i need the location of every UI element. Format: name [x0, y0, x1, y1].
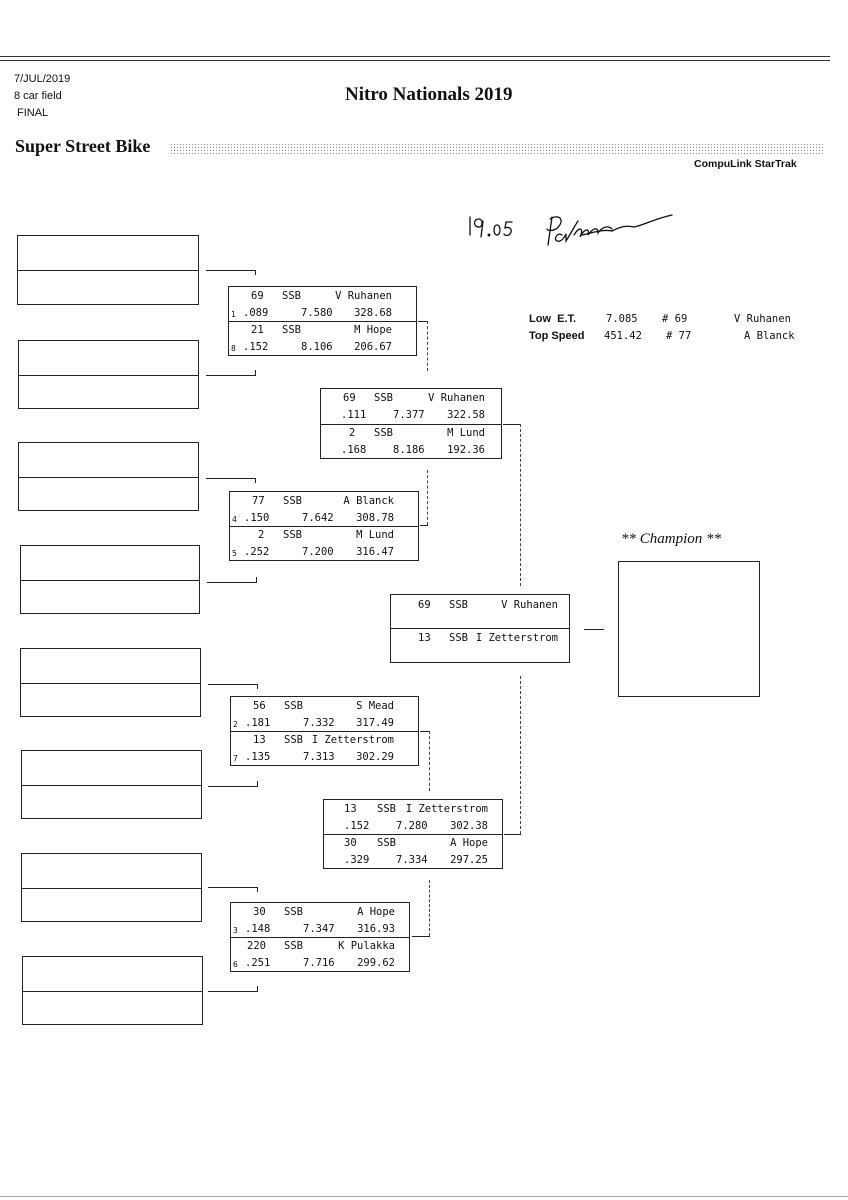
connector: [206, 270, 256, 271]
empty-slot-5: [20, 648, 201, 717]
divider: [324, 834, 502, 835]
racer-class: SSB: [283, 495, 302, 507]
handwriting-signature: [462, 205, 692, 255]
racer-name: M Hope: [354, 324, 392, 336]
connector: [206, 375, 256, 376]
reaction-time: .252: [244, 546, 270, 558]
racer-class: SSB: [377, 803, 396, 815]
top-speed-value: 451.42: [604, 330, 642, 342]
racer-name: A Hope: [450, 837, 488, 849]
racer-class: SSB: [449, 632, 468, 644]
racer-number: 13: [253, 734, 266, 746]
round1-match-3: [230, 696, 419, 766]
speed: 302.38: [450, 820, 488, 832]
elapsed-time: 7.716: [303, 957, 335, 969]
reaction-time: .168: [341, 444, 367, 456]
reaction-time: .111: [341, 409, 367, 421]
dashed-connector: [427, 470, 429, 525]
racer-number: 220: [247, 940, 266, 952]
elapsed-time: 7.200: [302, 546, 334, 558]
reaction-time: .135: [245, 751, 271, 763]
connector: [206, 478, 256, 479]
racer-name: I Zetterstrom: [311, 734, 394, 746]
connector: [504, 834, 521, 835]
seed-number: 5: [232, 549, 237, 558]
connector: [420, 525, 428, 526]
empty-slot-3: [18, 442, 199, 511]
elapsed-time: 7.377: [393, 409, 425, 421]
elapsed-time: 7.313: [303, 751, 335, 763]
reaction-time: .181: [245, 717, 271, 729]
racer-class: SSB: [284, 906, 303, 918]
racer-number: 69: [343, 392, 356, 404]
racer-number: 30: [253, 906, 266, 918]
racer-class: SSB: [449, 599, 468, 611]
empty-slot-6: [21, 750, 202, 819]
racer-class: SSB: [377, 837, 396, 849]
elapsed-time: 7.642: [302, 512, 334, 524]
racer-name: V Ruhanen: [428, 392, 485, 404]
round1-match-2: [229, 491, 419, 561]
connector-tick: [255, 270, 256, 275]
dashed-connector: [429, 880, 431, 936]
field-label: 8 car field: [14, 90, 62, 102]
racer-name: V Ruhanen: [501, 599, 558, 611]
speed: 322.58: [447, 409, 485, 421]
top-speed-car: # 77: [666, 330, 692, 342]
divider: [321, 424, 501, 425]
brand-label: CompuLink StarTrak: [694, 158, 797, 170]
connector: [208, 684, 258, 685]
racer-name: S Mead: [356, 700, 394, 712]
semi-match-1: [320, 388, 502, 459]
speed: 299.62: [357, 957, 395, 969]
racer-name: A Hope: [357, 906, 395, 918]
racer-class: SSB: [284, 734, 303, 746]
speed: 317.49: [356, 717, 394, 729]
divider: [230, 526, 418, 527]
elapsed-time: 7.332: [303, 717, 335, 729]
elapsed-time: 8.106: [301, 341, 333, 353]
reaction-time: .152: [344, 820, 370, 832]
racer-name: M Lund: [447, 427, 485, 439]
empty-slot-7: [21, 853, 202, 922]
racer-class: SSB: [282, 290, 301, 302]
connector-tick: [257, 684, 258, 689]
elapsed-time: 7.347: [303, 923, 335, 935]
seed-number: 2: [233, 720, 238, 729]
round1-match-1: [228, 286, 417, 356]
empty-slot-1: [17, 235, 199, 305]
racer-name: I Zetterstrom: [405, 803, 488, 815]
divider: [391, 628, 569, 629]
connector: [208, 887, 258, 888]
elapsed-time: 7.334: [396, 854, 428, 866]
empty-slot-4: [20, 545, 200, 614]
speed: 206.67: [354, 341, 392, 353]
reaction-time: .148: [245, 923, 271, 935]
racer-class: SSB: [374, 427, 393, 439]
racer-class: SSB: [284, 700, 303, 712]
divider: [229, 321, 416, 322]
champion-label: ** Champion **: [621, 531, 722, 547]
connector-tick: [257, 887, 258, 892]
reaction-time: .329: [344, 854, 370, 866]
low-et-rider: V Ruhanen: [734, 313, 791, 325]
seed-number: 4: [232, 515, 237, 524]
dashed-connector: [520, 424, 522, 586]
class-heading: Super Street Bike: [15, 136, 151, 156]
connector: [584, 629, 604, 630]
racer-class: SSB: [284, 940, 303, 952]
racer-class: SSB: [283, 529, 302, 541]
reaction-time: .150: [244, 512, 270, 524]
racer-number: 69: [251, 290, 264, 302]
low-et-value: 7.085: [606, 313, 638, 325]
divider: [231, 937, 409, 938]
racer-number: 13: [344, 803, 357, 815]
racer-number: 69: [418, 599, 431, 611]
dashed-connector: [520, 676, 522, 834]
low-et-car: # 69: [662, 313, 688, 325]
elapsed-time: 7.280: [396, 820, 428, 832]
dotted-leader: [170, 143, 825, 155]
top-rule-2: [0, 60, 830, 61]
event-title: Nitro Nationals 2019: [345, 84, 513, 105]
seed-number: 7: [233, 754, 238, 763]
elapsed-time: 8.186: [393, 444, 425, 456]
racer-number: 2: [349, 427, 356, 439]
speed: 328.68: [354, 307, 392, 319]
connector: [207, 582, 257, 583]
connector: [412, 936, 430, 937]
racer-name: A Blanck: [343, 495, 394, 507]
final-match: [390, 594, 570, 663]
connector: [208, 786, 258, 787]
handwritten-note: [462, 205, 692, 255]
seed-number: 3: [233, 926, 238, 935]
racer-number: 77: [252, 495, 265, 507]
seed-number: 8: [231, 344, 236, 353]
speed: 297.25: [450, 854, 488, 866]
racer-name: I Zetterstrom: [475, 632, 558, 644]
reaction-time: .152: [243, 341, 269, 353]
divider: [231, 731, 418, 732]
racer-number: 56: [253, 700, 266, 712]
racer-name: M Lund: [356, 529, 394, 541]
connector-tick: [257, 781, 258, 786]
connector: [208, 991, 258, 992]
connector-tick: [257, 986, 258, 991]
empty-slot-2: [18, 340, 199, 409]
connector-tick: [255, 478, 256, 483]
top-speed-rider: A Blanck: [744, 330, 795, 342]
racer-number: 30: [344, 837, 357, 849]
speed: 316.93: [357, 923, 395, 935]
seed-number: 1: [231, 310, 236, 319]
low-et-label: Low E.T.: [529, 313, 577, 325]
date-label: 7/JUL/2019: [14, 73, 71, 85]
racer-number: 2: [258, 529, 265, 541]
speed: 316.47: [356, 546, 394, 558]
empty-slot-8: [22, 956, 203, 1025]
racer-class: SSB: [282, 324, 301, 336]
top-rule: [0, 56, 830, 57]
elapsed-time: 7.580: [301, 307, 333, 319]
reaction-time: .089: [243, 307, 269, 319]
speed: 192.36: [447, 444, 485, 456]
connector-tick: [255, 370, 256, 375]
racer-number: 13: [418, 632, 431, 644]
speed: 308.78: [356, 512, 394, 524]
dashed-connector: [427, 321, 429, 371]
top-speed-label: Top Speed: [529, 330, 585, 342]
racer-name: K Pulakka: [338, 940, 395, 952]
racer-name: V Ruhanen: [335, 290, 392, 302]
speed: 302.29: [356, 751, 394, 763]
racer-number: 21: [251, 324, 264, 336]
seed-number: 6: [233, 960, 238, 969]
round-label: FINAL: [17, 107, 49, 119]
connector-tick: [256, 577, 257, 582]
semi-match-2: [323, 799, 503, 869]
racer-class: SSB: [374, 392, 393, 404]
bottom-rule: [0, 1196, 848, 1197]
reaction-time: .251: [245, 957, 271, 969]
connector: [503, 424, 521, 425]
dashed-connector: [429, 731, 431, 791]
champion-box: [618, 561, 760, 697]
round1-match-4: [230, 902, 410, 972]
